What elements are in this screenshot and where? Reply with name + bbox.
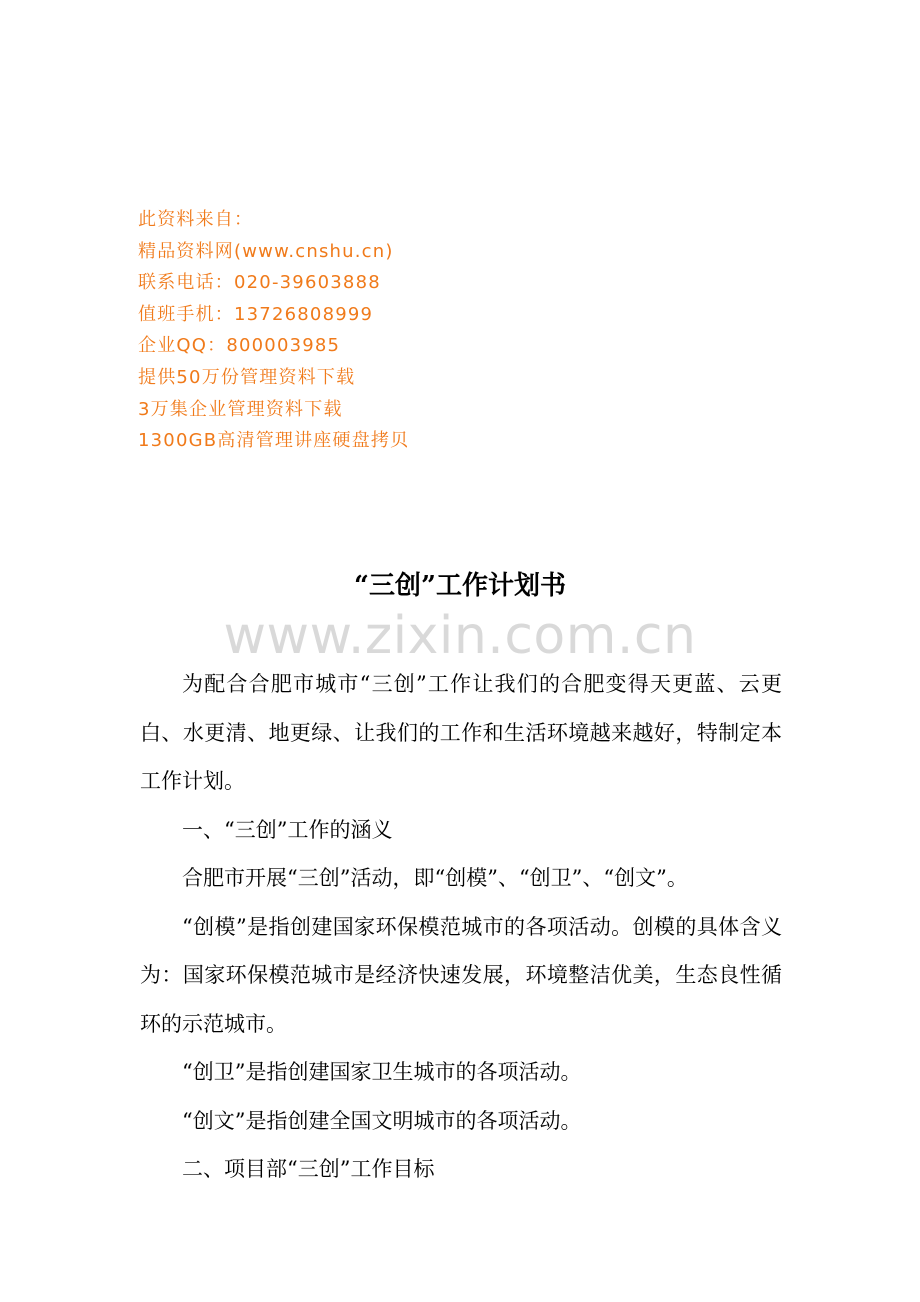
section-heading-2: 二、项目部“三创”工作目标: [182, 1157, 435, 1181]
offer-line-1: 提供50万份管理资料下载: [138, 366, 356, 388]
watermark: www.zixin.com.cn: [223, 606, 697, 666]
document-body: [140, 660, 782, 1194]
intro-paragraph: 为配合合肥市城市“三创”工作让我们的合肥变得天更蓝、云更白、水更清、地更绿、让我们的工作和生活环境越来越好，特制定本工作计划。: [140, 672, 782, 793]
website-line: 精品资料网(www.cnshu.cn): [138, 240, 394, 262]
body-paragraph: “创模”是指创建国家环保模范城市的各项活动。创模的具体含义为：国家环保模范城市是经济快速发展，环境整洁优美，生态良性循环的示范城市。: [140, 914, 782, 1036]
source-info-block: [138, 204, 738, 457]
offer-line-3: 1300GB高清管理讲座硬盘拷贝: [138, 430, 410, 452]
body-paragraph: 合肥市开展“三创”活动，即“创模”、“创卫”、“创文”。: [182, 866, 688, 890]
section-heading-1: 一、“三创”工作的涵义: [182, 817, 393, 842]
qq-line: 企业QQ：800003985: [138, 335, 341, 357]
mobile-line: 值班手机：13726808999: [138, 303, 374, 325]
phone-line: 联系电话：020-39603888: [138, 272, 381, 294]
source-line: 此资料来自：: [138, 209, 254, 230]
body-paragraph: “创卫”是指创建国家卫生城市的各项活动。: [182, 1060, 582, 1084]
body-paragraph: “创文”是指创建全国文明城市的各项活动。: [182, 1108, 582, 1133]
document-title: “三创”工作计划书: [354, 571, 566, 601]
offer-line-2: 3万集企业管理资料下载: [138, 398, 343, 420]
